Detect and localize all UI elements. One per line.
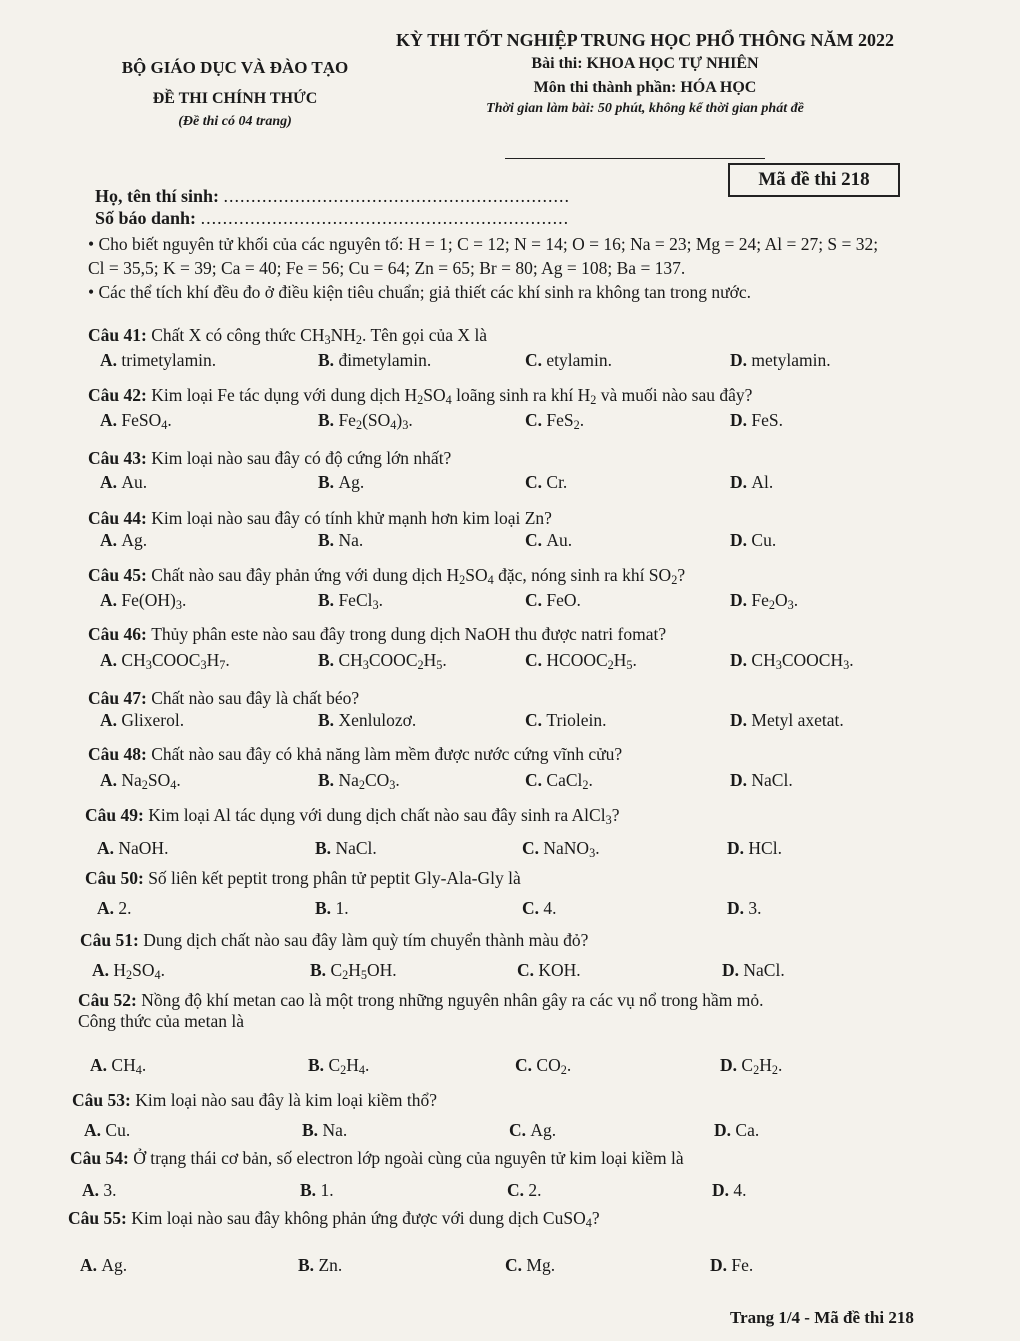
question-text: Chất nào sau đây là chất béo? bbox=[151, 688, 360, 708]
exam-notes bbox=[88, 232, 898, 304]
option-b bbox=[302, 1120, 347, 1141]
option-c bbox=[509, 1120, 556, 1141]
option-d bbox=[730, 770, 793, 791]
option-letter: C. bbox=[525, 770, 547, 790]
question-text: Kim loại nào sau đây có tính khử mạnh hơn kim loại Zn? bbox=[151, 508, 552, 528]
option-letter: A. bbox=[97, 898, 119, 918]
option-letter: B. bbox=[310, 960, 331, 980]
option-d bbox=[714, 1120, 759, 1141]
option-letter: D. bbox=[727, 898, 749, 918]
question-stem bbox=[88, 688, 359, 709]
question-44 bbox=[88, 508, 552, 529]
candidate-id-label: Số báo danh: bbox=[95, 208, 197, 228]
question-number: Câu 51: bbox=[80, 930, 144, 950]
option-letter: D. bbox=[730, 410, 752, 430]
option-letter: D. bbox=[730, 350, 752, 370]
option-text: etylamin. bbox=[546, 350, 612, 370]
option-a bbox=[100, 472, 147, 493]
option-a bbox=[100, 710, 184, 731]
note-gas-conditions: • Các thể tích khí đều đo ở điều kiện tiêu chuẩn; giả thiết các khí sinh ra không tan trong nước. bbox=[88, 282, 751, 302]
question-text: Dung dịch chất nào sau đây làm quỳ tím chuyển thành màu đỏ? bbox=[143, 930, 589, 950]
question-stem bbox=[85, 868, 521, 889]
option-b bbox=[298, 1255, 342, 1276]
question-52 bbox=[78, 990, 764, 1032]
option-text: $CO_2$. bbox=[536, 1055, 572, 1077]
question-number: Câu 50: bbox=[85, 868, 149, 888]
question-text: Chất nào sau đây phản ứng với dung dịch $H_2SO_4$ đặc, nóng sinh ra khí $SO_2$? bbox=[151, 565, 686, 587]
exam-time: Thời gian làm bài: 50 phút, không kể thời gian phát đề bbox=[486, 101, 804, 116]
option-d bbox=[720, 1055, 782, 1078]
question-text: Chất X có công thức $CH_3NH_2$. Tên gọi của X là bbox=[151, 325, 488, 347]
question-stem bbox=[88, 325, 487, 348]
option-d bbox=[710, 1255, 753, 1276]
question-stem bbox=[72, 1090, 437, 1111]
option-letter: C. bbox=[525, 530, 547, 550]
option-text: $Fe(OH)_3$. bbox=[121, 590, 187, 612]
option-a bbox=[97, 898, 132, 919]
option-text: NaCl. bbox=[743, 960, 785, 980]
question-stem bbox=[88, 624, 666, 645]
question-54 bbox=[70, 1148, 684, 1169]
option-c bbox=[525, 530, 572, 551]
option-letter: A. bbox=[100, 770, 122, 790]
option-text: Cu. bbox=[105, 1120, 131, 1140]
option-a bbox=[100, 410, 172, 433]
option-text: 4. bbox=[543, 898, 557, 918]
option-b bbox=[318, 350, 431, 371]
option-a bbox=[84, 1120, 130, 1141]
option-text: Cu. bbox=[751, 530, 777, 550]
option-text: Au. bbox=[546, 530, 573, 550]
option-d bbox=[727, 898, 762, 919]
option-letter: C. bbox=[525, 472, 547, 492]
option-text: KOH. bbox=[538, 960, 581, 980]
option-d bbox=[730, 350, 831, 371]
option-c bbox=[525, 472, 567, 493]
option-letter: C. bbox=[522, 898, 544, 918]
option-letter: B. bbox=[315, 838, 336, 858]
question-stem bbox=[88, 744, 622, 765]
option-letter: D. bbox=[730, 650, 752, 670]
question-41 bbox=[88, 325, 487, 348]
option-letter: B. bbox=[318, 590, 339, 610]
option-letter: A. bbox=[100, 410, 122, 430]
option-letter: B. bbox=[315, 898, 336, 918]
question-stem bbox=[88, 385, 752, 408]
option-a bbox=[80, 1255, 127, 1276]
option-letter: C. bbox=[525, 590, 547, 610]
option-text: FeCl$_3$. bbox=[338, 590, 383, 612]
option-letter: A. bbox=[90, 1055, 112, 1075]
option-text: $CH_3COOC_3H_7$. bbox=[121, 650, 230, 672]
option-letter: B. bbox=[318, 410, 339, 430]
option-letter: D. bbox=[730, 530, 752, 550]
option-text: $HCOOC_2H_5$. bbox=[546, 650, 637, 672]
question-text: Ở trạng thái cơ bản, số electron lớp ngoài cùng của nguyên tử kim loại kiềm là bbox=[133, 1148, 684, 1168]
option-letter: A. bbox=[97, 838, 119, 858]
option-text: Zn. bbox=[318, 1255, 343, 1275]
option-letter: B. bbox=[318, 770, 339, 790]
option-text: Fe. bbox=[731, 1255, 754, 1275]
option-text: 3. bbox=[748, 898, 762, 918]
question-number: Câu 41: bbox=[88, 325, 152, 345]
question-stem bbox=[85, 805, 620, 828]
option-letter: C. bbox=[525, 350, 547, 370]
option-a bbox=[90, 1055, 146, 1078]
question-stem bbox=[78, 990, 764, 1011]
option-b bbox=[318, 590, 383, 613]
option-letter: B. bbox=[300, 1180, 321, 1200]
option-d bbox=[730, 590, 798, 613]
option-c bbox=[517, 960, 581, 981]
option-text: Ag. bbox=[101, 1255, 128, 1275]
option-b bbox=[318, 650, 447, 673]
option-letter: D. bbox=[714, 1120, 736, 1140]
option-letter: A. bbox=[100, 590, 122, 610]
option-letter: D. bbox=[730, 472, 752, 492]
candidate-name-row bbox=[95, 186, 570, 207]
option-letter: C. bbox=[525, 650, 547, 670]
option-letter: A. bbox=[82, 1180, 104, 1200]
option-b bbox=[300, 1180, 334, 1201]
option-a bbox=[100, 650, 230, 673]
option-text: Triolein. bbox=[546, 710, 607, 730]
question-text-continued: Công thức của metan là bbox=[78, 1011, 244, 1031]
option-text: NaOH. bbox=[118, 838, 169, 858]
note-atomic-masses: • Cho biết nguyên tử khối của các nguyên tố: H = 1; C = 12; N = 14; O = 16; Na = 23; Mg = 24; Al = 27; S = 32; Cl = 35,5; K = 39; Ca = 40; Fe = 56; Cu = 64; Zn = 65; Br = 80; Ag = 108; Ba = 137. bbox=[88, 234, 879, 278]
option-c bbox=[525, 650, 637, 673]
option-d bbox=[730, 710, 844, 731]
question-text: Kim loại Al tác dụng với dung dịch chất nào sau đây sinh ra AlCl$_3$? bbox=[148, 805, 620, 827]
question-53 bbox=[72, 1090, 437, 1111]
option-text: $CH_4$. bbox=[111, 1055, 147, 1077]
option-letter: A. bbox=[80, 1255, 102, 1275]
question-text: Nồng độ khí metan cao là một trong những nguyên nhân gây ra các vụ nổ trong hầm mỏ. bbox=[141, 990, 764, 1010]
option-text: 2. bbox=[118, 898, 132, 918]
option-letter: B. bbox=[308, 1055, 329, 1075]
option-text: Na. bbox=[322, 1120, 348, 1140]
question-48 bbox=[88, 744, 622, 765]
option-d bbox=[730, 650, 854, 673]
option-letter: D. bbox=[720, 1055, 742, 1075]
option-letter: B. bbox=[318, 650, 339, 670]
option-text: 1. bbox=[320, 1180, 334, 1200]
question-text: Chất nào sau đây có khả năng làm mềm được nước cứng vĩnh cửu? bbox=[151, 744, 623, 764]
question-number: Câu 52: bbox=[78, 990, 142, 1010]
question-stem bbox=[88, 508, 552, 529]
option-text: Ag. bbox=[121, 530, 148, 550]
option-b bbox=[310, 960, 397, 983]
option-letter: A. bbox=[100, 530, 122, 550]
option-d bbox=[730, 410, 783, 431]
option-text: NaCl. bbox=[751, 770, 793, 790]
option-a bbox=[100, 770, 181, 793]
option-text: NaNO$_3$. bbox=[543, 838, 600, 860]
question-stem bbox=[68, 1208, 600, 1231]
option-c bbox=[525, 770, 593, 793]
option-text: 3. bbox=[103, 1180, 117, 1200]
question-text: Kim loại nào sau đây là kim loại kiềm thổ? bbox=[135, 1090, 438, 1110]
question-49 bbox=[85, 805, 620, 828]
option-text: FeSO$_4$. bbox=[121, 410, 172, 432]
option-text: $C_2H_4$. bbox=[328, 1055, 370, 1077]
option-text: Xenlulozơ. bbox=[338, 710, 417, 730]
question-55 bbox=[68, 1208, 600, 1231]
question-stem bbox=[88, 448, 451, 469]
option-d bbox=[722, 960, 785, 981]
option-letter: A. bbox=[100, 650, 122, 670]
option-letter: B. bbox=[318, 350, 339, 370]
page-count-note: (Đề thi có 04 trang) bbox=[178, 114, 292, 129]
option-b bbox=[318, 472, 364, 493]
header-right bbox=[385, 30, 905, 117]
option-text: FeO. bbox=[546, 590, 581, 610]
question-stem bbox=[88, 565, 685, 588]
option-text: Mg. bbox=[526, 1255, 556, 1275]
question-text: Kim loại nào sau đây có độ cứng lớn nhất? bbox=[151, 448, 452, 468]
ministry-name: BỘ GIÁO DỤC VÀ ĐÀO TẠO bbox=[121, 58, 349, 77]
exam-title: KỲ THI TỐT NGHIỆP TRUNG HỌC PHỔ THÔNG NĂM 2022 bbox=[396, 30, 894, 50]
option-c bbox=[525, 710, 607, 731]
option-letter: A. bbox=[92, 960, 114, 980]
official-label: ĐỀ THI CHÍNH THỨC bbox=[152, 90, 318, 107]
option-letter: A. bbox=[100, 472, 122, 492]
option-a bbox=[97, 838, 168, 859]
question-number: Câu 44: bbox=[88, 508, 152, 528]
option-letter: C. bbox=[515, 1055, 537, 1075]
option-letter: A. bbox=[84, 1120, 106, 1140]
option-b bbox=[318, 770, 400, 793]
option-c bbox=[525, 590, 581, 611]
question-50 bbox=[85, 868, 521, 889]
option-c bbox=[505, 1255, 555, 1276]
question-number: Câu 55: bbox=[68, 1208, 132, 1228]
option-text: $Na_2CO_3$. bbox=[338, 770, 400, 792]
option-letter: D. bbox=[722, 960, 744, 980]
question-45 bbox=[88, 565, 685, 588]
candidate-name-label: Họ, tên thí sinh: bbox=[95, 186, 220, 206]
option-letter: A. bbox=[100, 710, 122, 730]
option-text: trimetylamin. bbox=[121, 350, 217, 370]
option-a bbox=[92, 960, 165, 983]
option-letter: A. bbox=[100, 350, 122, 370]
option-letter: D. bbox=[730, 770, 752, 790]
question-text: Kim loại nào sau đây không phản ứng được với dung dịch CuSO$_4$? bbox=[131, 1208, 600, 1230]
option-text: Glixerol. bbox=[121, 710, 185, 730]
option-text: đimetylamin. bbox=[338, 350, 432, 370]
question-text: Số liên kết peptit trong phân tử peptit Gly-Ala-Gly là bbox=[148, 868, 521, 888]
exam-component: Môn thi thành phần: HÓA HỌC bbox=[533, 79, 757, 96]
option-c bbox=[525, 410, 584, 433]
question-number: Câu 46: bbox=[88, 624, 152, 644]
option-letter: C. bbox=[509, 1120, 531, 1140]
option-text: $H_2SO_4$. bbox=[113, 960, 166, 982]
option-d bbox=[730, 472, 773, 493]
option-b bbox=[315, 898, 349, 919]
option-text: metylamin. bbox=[751, 350, 831, 370]
option-b bbox=[308, 1055, 369, 1078]
option-c bbox=[525, 350, 612, 371]
question-43 bbox=[88, 448, 451, 469]
question-number: Câu 43: bbox=[88, 448, 152, 468]
option-letter: C. bbox=[517, 960, 539, 980]
page-footer: Trang 1/4 - Mã đề thi 218 bbox=[730, 1308, 914, 1327]
option-text: Na. bbox=[338, 530, 364, 550]
option-letter: B. bbox=[318, 530, 339, 550]
option-text: 4. bbox=[733, 1180, 747, 1200]
candidate-name-dots: ............................................................... bbox=[223, 186, 571, 206]
option-letter: C. bbox=[507, 1180, 529, 1200]
option-letter: B. bbox=[302, 1120, 323, 1140]
exam-code-box: Mã đề thi 218 bbox=[728, 163, 900, 197]
option-text: 1. bbox=[335, 898, 349, 918]
question-51 bbox=[80, 930, 588, 951]
option-text: Au. bbox=[121, 472, 148, 492]
question-text: Kim loại Fe tác dụng với dung dịch $H_2SO_4$ loãng sinh ra khí $H_2$ và muối nào sau đây? bbox=[151, 385, 753, 407]
option-text: $C_2H_5OH$. bbox=[330, 960, 397, 982]
header-left bbox=[110, 58, 360, 130]
header-rule bbox=[505, 158, 765, 159]
option-d bbox=[712, 1180, 747, 1201]
option-letter: D. bbox=[727, 838, 749, 858]
option-letter: D. bbox=[710, 1255, 732, 1275]
question-text: Thủy phân este nào sau đây trong dung dịch NaOH thu được natri fomat? bbox=[151, 624, 667, 644]
option-letter: C. bbox=[525, 710, 547, 730]
option-letter: D. bbox=[730, 710, 752, 730]
option-b bbox=[318, 530, 363, 551]
question-number: Câu 49: bbox=[85, 805, 149, 825]
option-text: Metyl axetat. bbox=[751, 710, 844, 730]
option-text: Al. bbox=[751, 472, 774, 492]
option-text: FeS$_2$. bbox=[546, 410, 585, 432]
option-text: $CH_3COOCH_3$. bbox=[751, 650, 854, 672]
option-c bbox=[522, 898, 557, 919]
option-d bbox=[727, 838, 782, 859]
option-text: 2. bbox=[528, 1180, 542, 1200]
option-text: Cr. bbox=[546, 472, 568, 492]
option-b bbox=[318, 710, 416, 731]
option-a bbox=[100, 530, 147, 551]
option-text: Ag. bbox=[530, 1120, 557, 1140]
question-number: Câu 54: bbox=[70, 1148, 134, 1168]
option-c bbox=[507, 1180, 542, 1201]
option-letter: B. bbox=[318, 472, 339, 492]
question-42 bbox=[88, 385, 752, 408]
candidate-id-dots: ................................................................... bbox=[200, 208, 570, 228]
option-letter: C. bbox=[505, 1255, 527, 1275]
option-a bbox=[100, 590, 186, 613]
question-stem bbox=[80, 930, 588, 951]
question-47 bbox=[88, 688, 359, 709]
question-stem bbox=[70, 1148, 684, 1169]
question-number: Câu 42: bbox=[88, 385, 152, 405]
option-c bbox=[515, 1055, 571, 1078]
option-letter: D. bbox=[730, 590, 752, 610]
option-letter: B. bbox=[298, 1255, 319, 1275]
option-b bbox=[318, 410, 413, 433]
question-number: Câu 45: bbox=[88, 565, 152, 585]
option-text: $Fe_2(SO_4)_3$. bbox=[338, 410, 413, 432]
option-text: NaCl. bbox=[335, 838, 377, 858]
question-46 bbox=[88, 624, 666, 645]
option-text: Ca. bbox=[735, 1120, 760, 1140]
candidate-id-row bbox=[95, 208, 569, 229]
option-letter: C. bbox=[525, 410, 547, 430]
option-text: $C_2H_2$. bbox=[741, 1055, 783, 1077]
question-number: Câu 48: bbox=[88, 744, 152, 764]
option-text: Ag. bbox=[338, 472, 365, 492]
option-letter: C. bbox=[522, 838, 544, 858]
option-d bbox=[730, 530, 776, 551]
exam-subject: Bài thi: KHOA HỌC TỰ NHIÊN bbox=[531, 55, 759, 72]
question-number: Câu 47: bbox=[88, 688, 152, 708]
option-text: CaCl$_2$. bbox=[546, 770, 593, 792]
question-number: Câu 53: bbox=[72, 1090, 136, 1110]
option-text: $Na_2SO_4$. bbox=[121, 770, 181, 792]
option-letter: D. bbox=[712, 1180, 734, 1200]
option-letter: B. bbox=[318, 710, 339, 730]
option-b bbox=[315, 838, 377, 859]
option-text: $Fe_2O_3$. bbox=[751, 590, 799, 612]
option-a bbox=[82, 1180, 117, 1201]
option-text: FeS. bbox=[751, 410, 783, 430]
option-text: HCl. bbox=[748, 838, 782, 858]
option-text: $CH_3COOC_2H_5$. bbox=[338, 650, 447, 672]
option-a bbox=[100, 350, 216, 371]
option-c bbox=[522, 838, 600, 861]
